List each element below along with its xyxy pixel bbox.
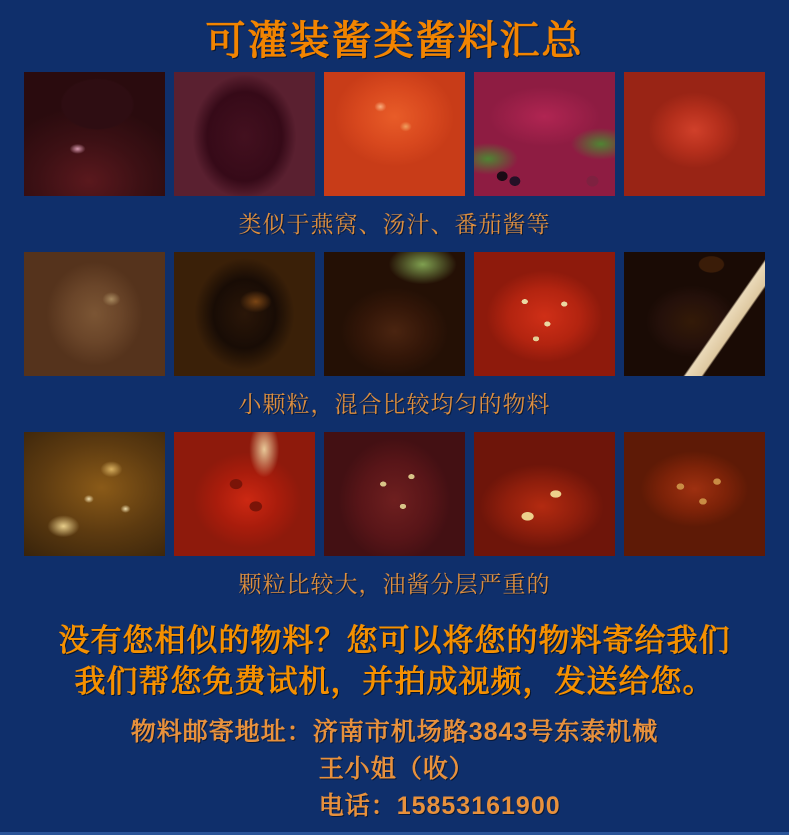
caption-row1: 类似于燕窝、汤汁、番茄酱等 bbox=[238, 211, 551, 237]
sauce-photo-r2c3 bbox=[324, 252, 465, 376]
sauce-photo-r3c5 bbox=[624, 432, 765, 556]
contact-address: 物料邮寄地址：济南市机场路3843号东泰机械 bbox=[130, 718, 659, 746]
sauce-photo-r3c4 bbox=[474, 432, 615, 556]
photo-row-thin-sauces bbox=[0, 72, 789, 196]
promo-line1: 没有您相似的物料？您可以将您的物料寄给我们 bbox=[58, 623, 731, 658]
caption-row2: 小颗粒，混合比较均匀的物料 bbox=[238, 391, 551, 417]
page-title: 可灌装酱类酱料汇总 bbox=[205, 19, 584, 63]
sauce-photo-r3c2 bbox=[174, 432, 315, 556]
sauce-photo-r2c1 bbox=[24, 252, 165, 376]
sauce-photo-r2c4 bbox=[474, 252, 615, 376]
sauce-photo-r1c2 bbox=[174, 72, 315, 196]
sauce-photo-r3c1 bbox=[24, 432, 165, 556]
contact-phone: 电话：15853161900 bbox=[318, 792, 561, 820]
sauce-photo-r2c5 bbox=[624, 252, 765, 376]
sauce-photo-r1c4 bbox=[474, 72, 615, 196]
promo-text bbox=[0, 620, 789, 702]
photo-row-large-particles bbox=[0, 432, 789, 556]
sauce-photo-r3c3 bbox=[324, 432, 465, 556]
promo-line2: 我们帮您免费试机，并拍成视频，发送给您。 bbox=[74, 664, 715, 699]
caption-row3: 颗粒比较大，油酱分层严重的 bbox=[238, 571, 551, 597]
photo-row-small-particles bbox=[0, 252, 789, 376]
contact-block bbox=[131, 714, 659, 825]
sauce-photo-r1c5 bbox=[624, 72, 765, 196]
contact-recipient: 王小姐（收） bbox=[318, 755, 475, 783]
sauce-photo-r2c2 bbox=[174, 252, 315, 376]
sauce-photo-r1c3 bbox=[324, 72, 465, 196]
sauce-photo-r1c1 bbox=[24, 72, 165, 196]
